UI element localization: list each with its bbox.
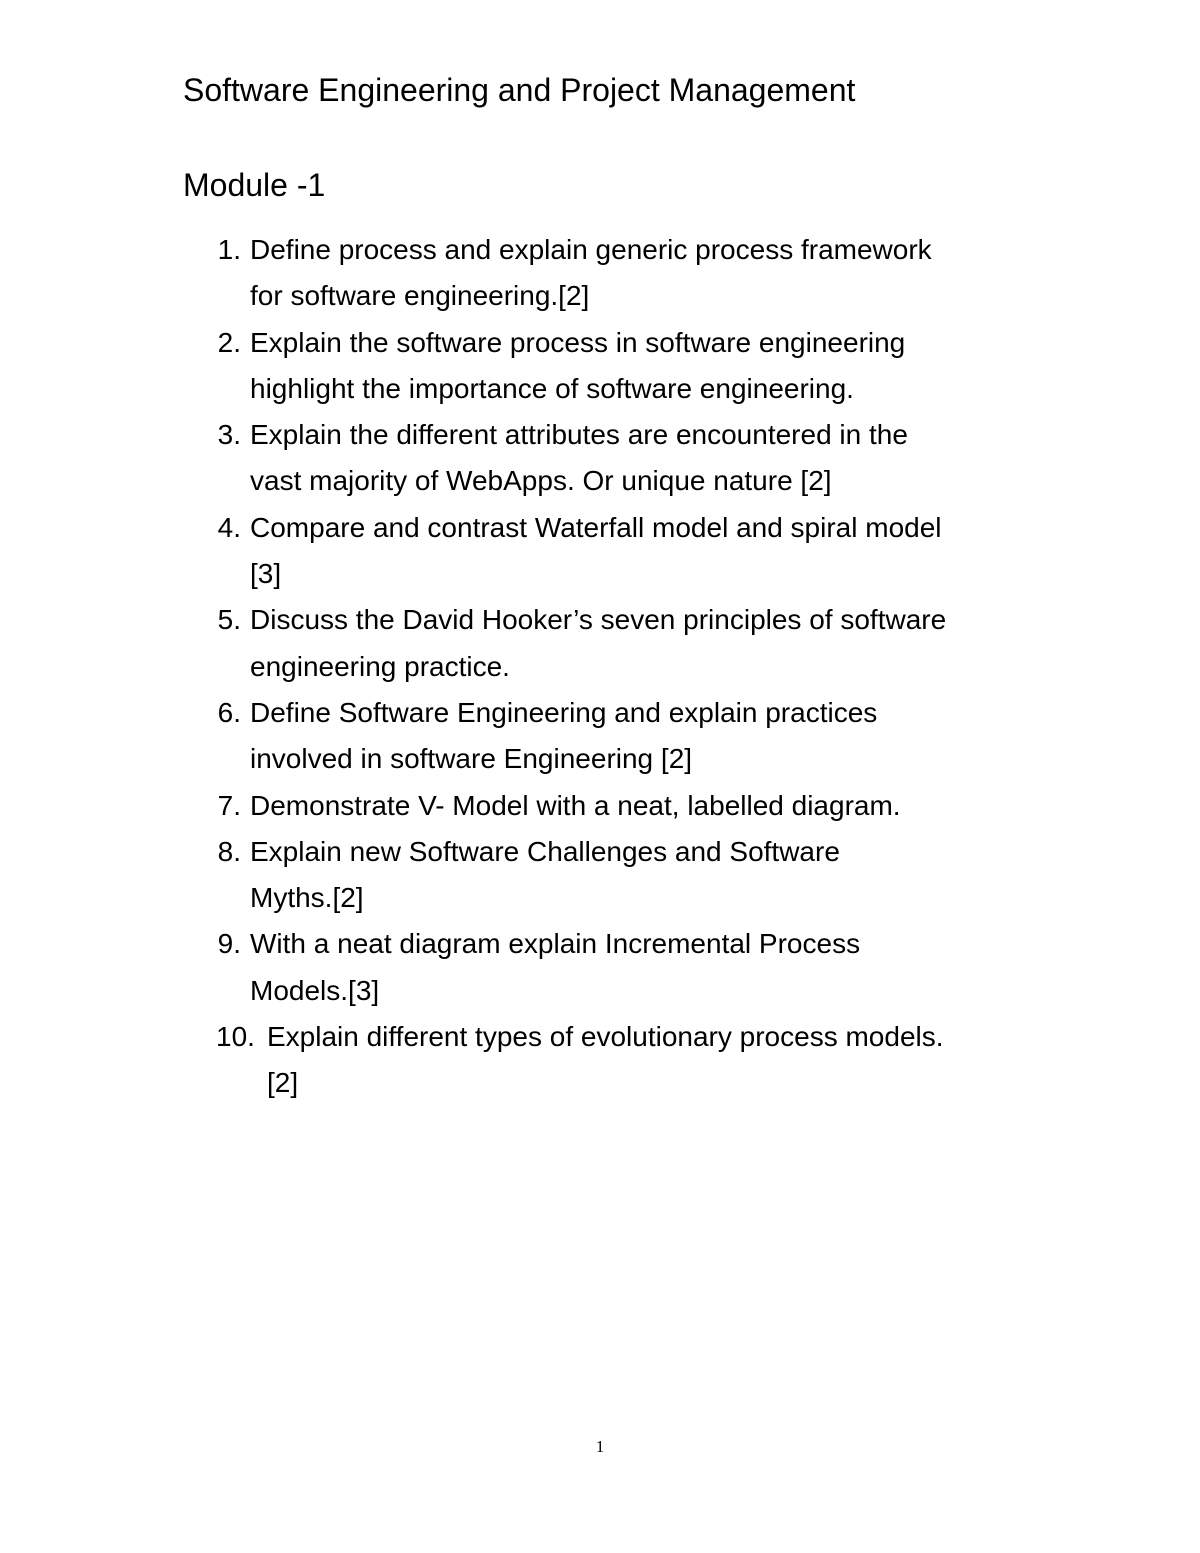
question-item [183, 597, 1023, 690]
question-number: 1. [217, 234, 241, 265]
question-text-line: [3] [250, 558, 282, 590]
question-text-line: involved in software Engineering [2] [250, 743, 693, 775]
module-heading: Module -1 [183, 167, 326, 203]
question-item [183, 227, 1023, 320]
question-item [183, 690, 1023, 783]
question-text-line: Define Software Engineering and explain practices [250, 696, 878, 728]
question-text-line: Explain new Software Challenges and Software [250, 835, 840, 867]
question-item [183, 412, 1023, 505]
question-text-line: [2] [267, 1067, 299, 1099]
question-list [183, 227, 1023, 1107]
question-number: 8. [217, 835, 241, 867]
question-number: 10. [216, 1021, 255, 1053]
question-text-line: Compare and contrast Waterfall model and spiral model [250, 511, 942, 543]
question-text-line: highlight the importance of software engineering. [250, 372, 854, 404]
question-item [183, 783, 1023, 829]
question-text-line: Discuss the David Hooker’s seven principles of software [250, 604, 947, 636]
question-number: 2. [217, 326, 241, 358]
question-item [183, 921, 1023, 1014]
question-text-line: Myths.[2] [250, 882, 364, 914]
question-item [183, 829, 1023, 922]
question-text-line: Demonstrate V- Model with a neat, labelled diagram. [250, 789, 901, 821]
question-text-line: Explain the software process in software engineering [250, 326, 906, 358]
question-number: 4. [217, 511, 241, 543]
question-item [183, 320, 1023, 413]
document-title: Software Engineering and Project Management [183, 72, 856, 108]
question-number: 5. [217, 604, 241, 636]
question-item [183, 1014, 1023, 1107]
question-text-line: Define process and explain generic process framework [250, 234, 932, 265]
question-text-line: Models.[3] [250, 974, 380, 1006]
question-text-line: Explain different types of evolutionary process models. [267, 1021, 944, 1053]
question-number: 9. [217, 928, 241, 960]
question-text-line: for software engineering.[2] [250, 280, 590, 312]
question-item [183, 505, 1023, 598]
question-text-line: vast majority of WebApps. Or unique nature [2] [250, 465, 832, 497]
question-number: 3. [217, 419, 241, 451]
page-number: 1 [595, 1437, 605, 1456]
question-text-line: Explain the different attributes are encountered in the [250, 419, 908, 451]
question-text-line: engineering practice. [250, 650, 510, 682]
question-number: 6. [217, 696, 241, 728]
question-number: 7. [217, 789, 241, 821]
question-text-line: With a neat diagram explain Incremental Process [250, 928, 861, 960]
